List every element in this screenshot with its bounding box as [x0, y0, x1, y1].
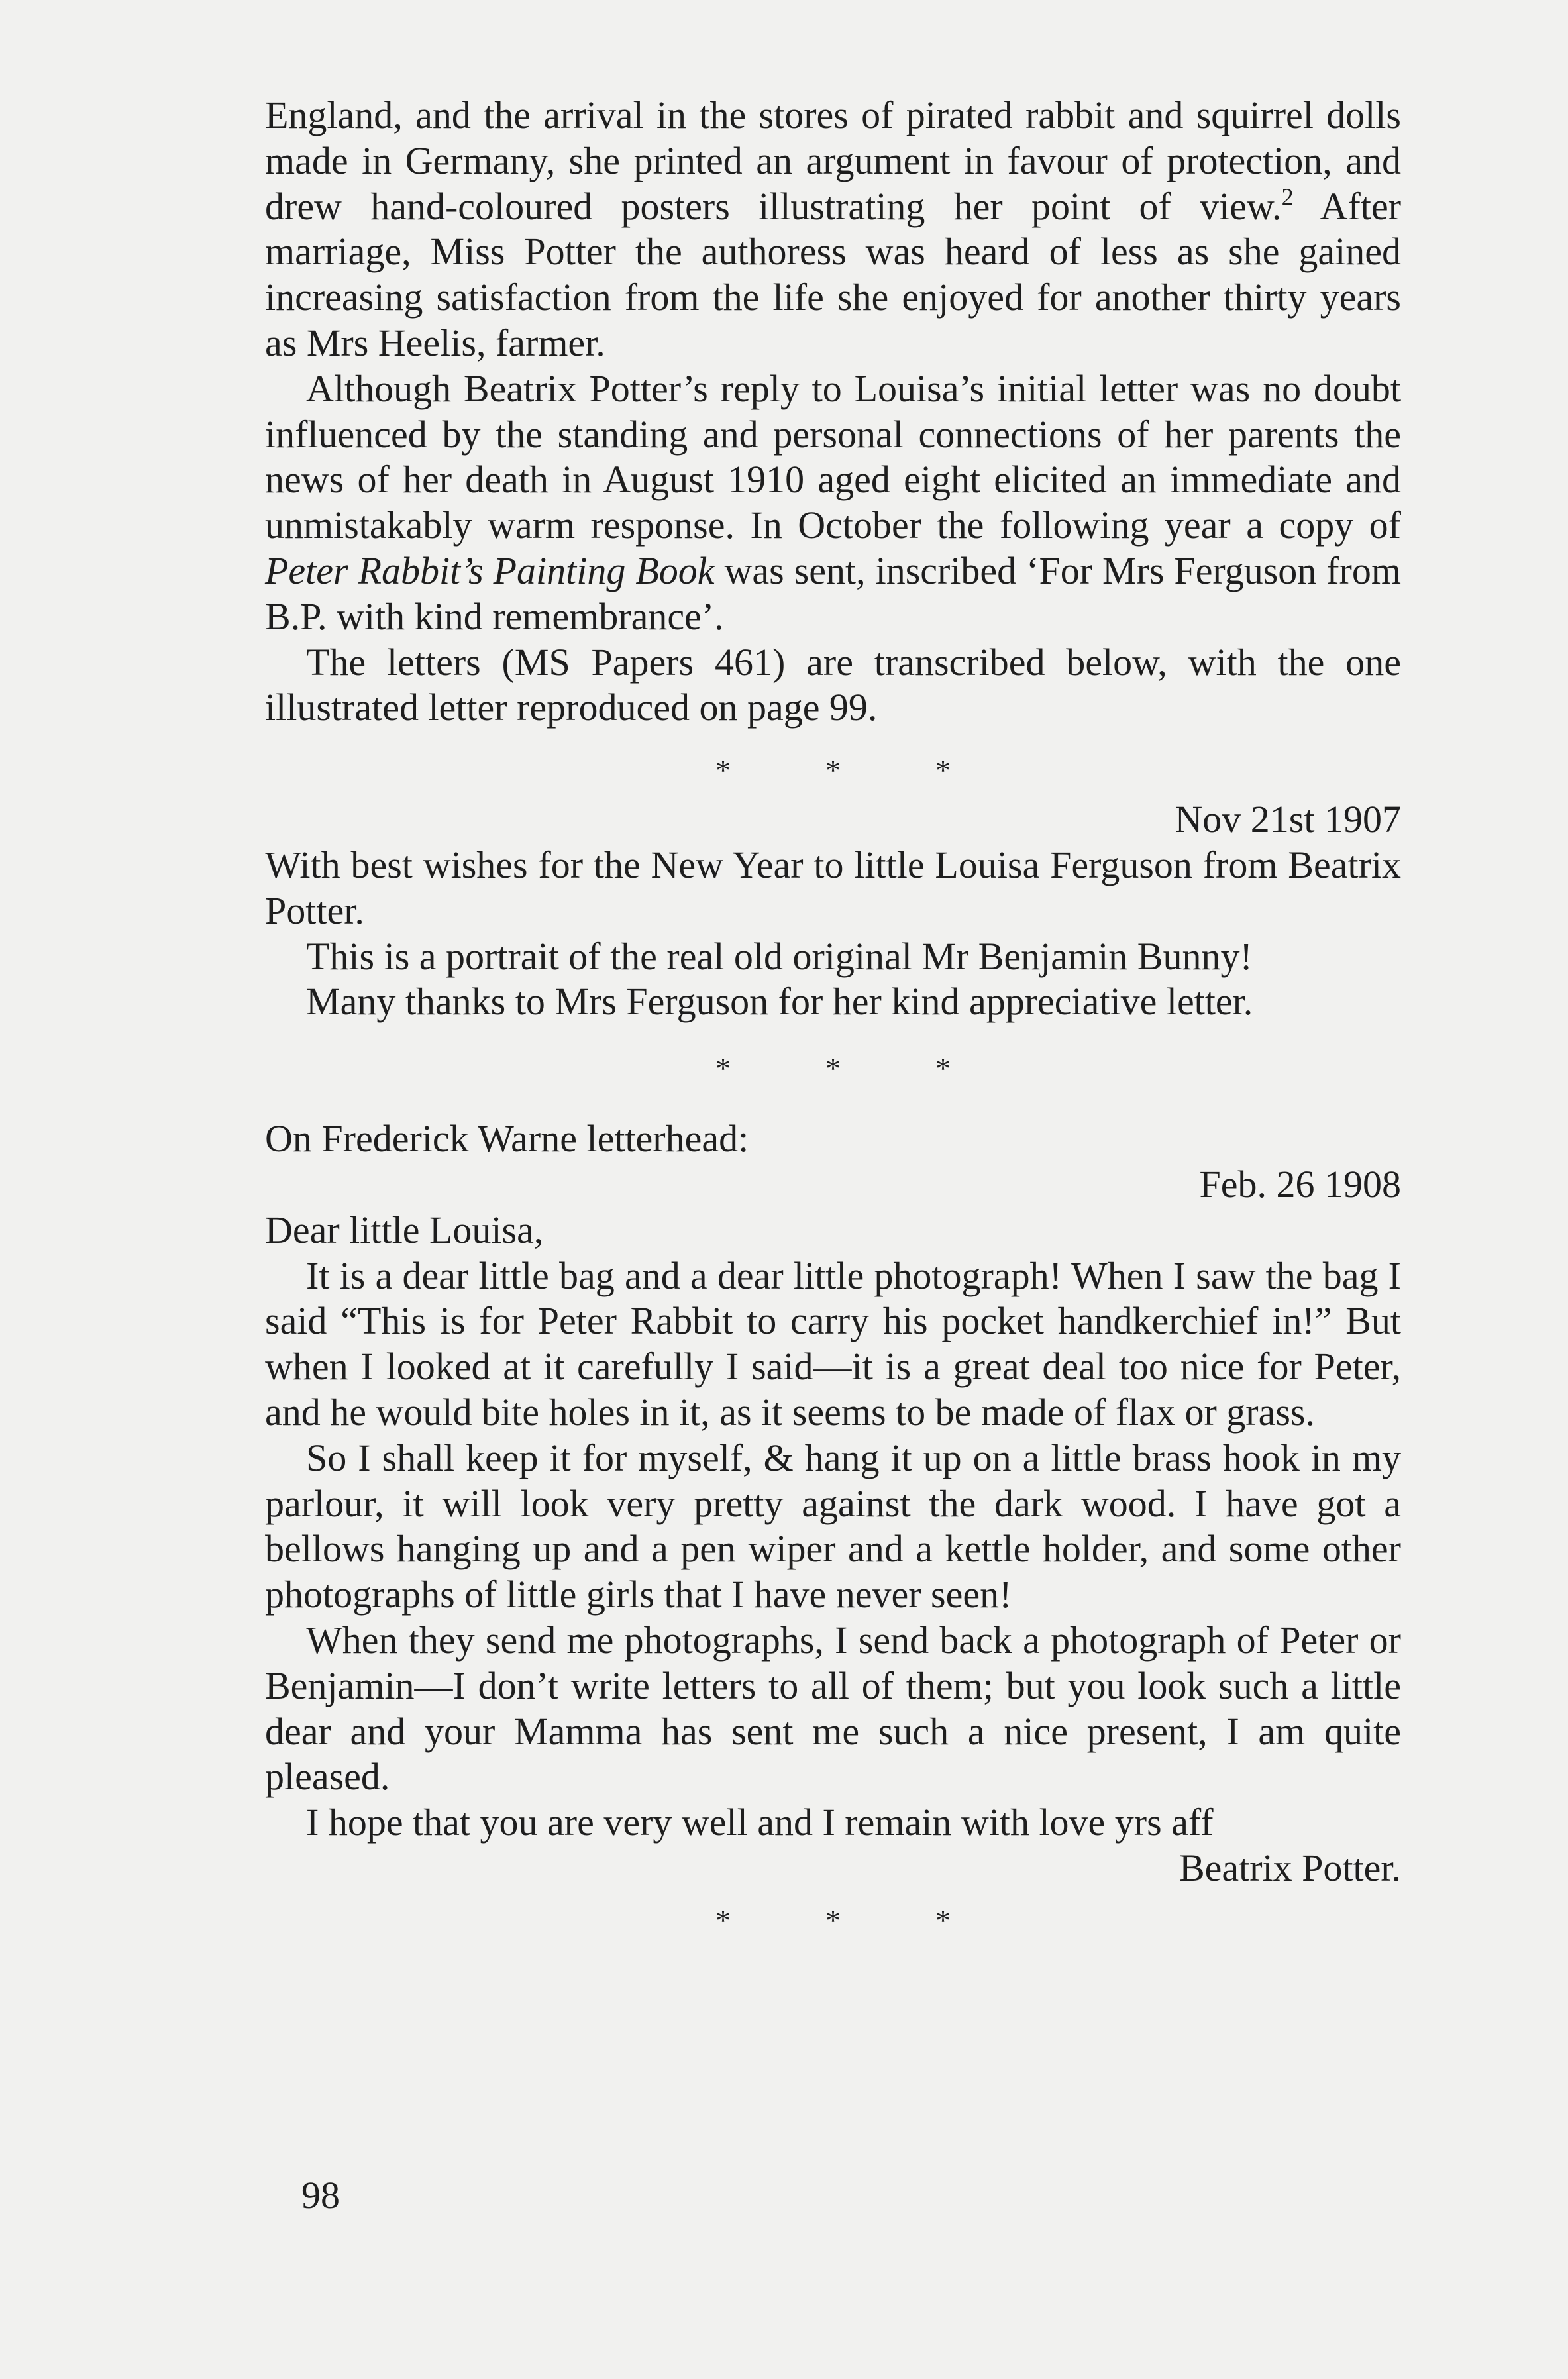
separator-star: *	[935, 1903, 951, 1937]
letter1-date: Nov 21st 1907	[1175, 798, 1401, 841]
letter1-portrait-line: This is a portrait of the real old original Mr Benjamin Bunny!	[306, 934, 1253, 978]
separator-star: *	[715, 753, 731, 788]
paragraph-reply-text: Although Beatrix Potter’s reply to Louisa’s initial letter was no doubt influenced by the standing and personal connections of her parents the news of her death in August 1910 aged eight elicited an immediate and unmistakably warm response. In October the following year a copy of	[265, 366, 1401, 547]
letter2-closing: I hope that you are very well and I remain with love yrs aff	[306, 1801, 1214, 1844]
letter2-heading: On Frederick Warne letterhead:	[265, 1117, 749, 1161]
paragraph-reply	[265, 366, 1401, 640]
separator-star: *	[715, 1903, 731, 1937]
letter2-signature: Beatrix Potter.	[1178, 1846, 1401, 1889]
page-number: 98	[301, 2174, 340, 2217]
letter2-paragraph-bag: It is a dear little bag and a dear little photograph! When I saw the bag I said “This is for Peter Rabbit to carry his pocket handkerchief in!” But when I looked at it carefully I said—it is a great deal too nice for Peter, and he would bite holes in it, as it seems to be made of flax or grass.	[265, 1253, 1401, 1434]
letter2-date: Feb. 26 1908	[1199, 1162, 1401, 1206]
letter1-inscription: With best wishes for the New Year to little Louisa Ferguson from Beatrix Potter.	[265, 843, 1401, 932]
section-separator	[265, 749, 1401, 792]
paragraph-protection-text-continued: After marriage, Miss Potter the authoress was heard of less as she gained increasing satisfaction from the life she enjoyed for another thirty years as Mrs Heelis, farmer.	[265, 184, 1402, 364]
section-separator	[265, 1047, 1401, 1090]
letter2-salutation: Dear little Louisa,	[265, 1208, 544, 1251]
letter1-thanks-line: Many thanks to Mrs Ferguson for her kind appreciative letter.	[306, 980, 1253, 1024]
separator-star: *	[715, 1051, 731, 1086]
separator-star: *	[825, 753, 841, 788]
section-separator	[265, 1899, 1401, 1942]
letter2-paragraph-photographs: When they send me photographs, I send back a photograph of Peter or Benjamin—I don’t write letters to all of them; but you look such a little dear and your Mamma has sent me such a nice present, I am quite pleased.	[265, 1618, 1401, 1799]
separator-star: *	[825, 1903, 841, 1937]
separator-star: *	[825, 1051, 841, 1086]
paragraph-reply-text-continued: was sent, inscribed ‘For Mrs Ferguson from B.P. with kind remembrance’.	[265, 549, 1401, 638]
book-title: Peter Rabbit’s Painting Book	[265, 549, 715, 592]
separator-star: *	[935, 753, 951, 788]
footnote-marker: 2	[1281, 183, 1294, 210]
page-body	[265, 93, 1401, 1942]
paragraph-letters-intro: The letters (MS Papers 461) are transcribed below, with the one illustrated letter reproduced on page 99.	[265, 640, 1401, 729]
separator-star: *	[935, 1051, 951, 1086]
letter2-paragraph-parlour: So I shall keep it for myself, & hang it up on a little brass hook in my parlour, it will look very pretty against the dark wood. I have got a bellows hanging up and a pen wiper and a kettle holder, and some other photographs of little girls that I have never seen!	[265, 1436, 1401, 1616]
paragraph-protection	[265, 93, 1401, 366]
paragraph-protection-text: England, and the arrival in the stores of pirated rabbit and squirrel dolls made in Germany, she printed an argument in favour of protection, and drew hand-coloured posters illustrating her point of view.	[265, 93, 1401, 228]
